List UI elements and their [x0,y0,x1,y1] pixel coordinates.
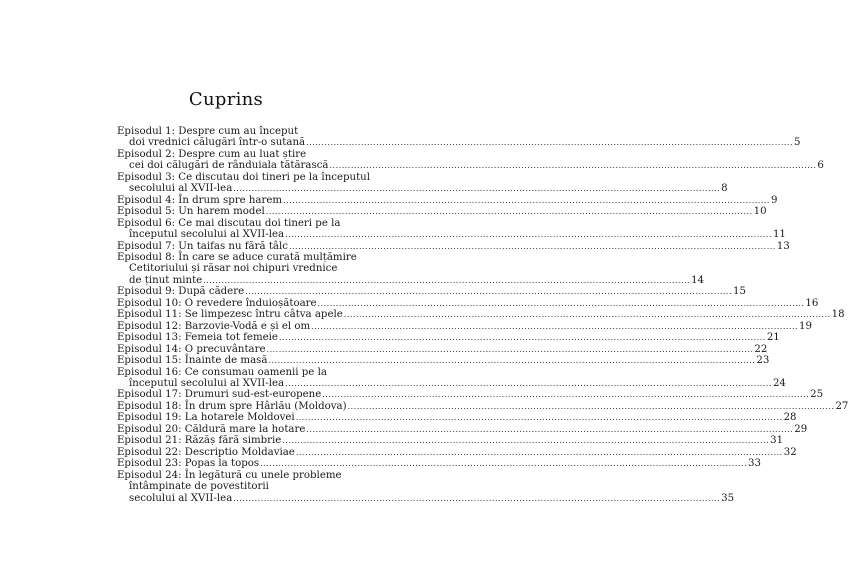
dot-leader: ................................................................................................................................................................ [317,298,805,308]
dot-leader: ................................................................................................................................................................ [329,161,817,171]
toc-entry [117,286,746,298]
toc-entry-title-line: Episodul 3: Ce discutau doi tineri pe la începutul [117,171,370,183]
table-of-contents [117,126,848,504]
dot-leader: ................................................................................................................................................................ [295,413,783,423]
toc-entry-title-line: începutul secolului al XVII-lea [129,229,285,241]
toc-entry [117,194,778,206]
toc-entry [117,435,784,447]
toc-page-number: 22 [754,343,768,355]
toc-entry-title-line: Episodul 24: În legătură cu unele probleme [117,469,342,481]
toc-entry-title-line: Episodul 8: În care se aduce curată mulțămire [117,251,357,263]
toc-page-number: 24 [772,377,786,389]
dot-leader: ................................................................................................................................................................ [203,275,691,285]
dot-leader: ................................................................................................................................................................ [282,436,770,446]
toc-entry-title-line: Episodul 17: Drumuri sud-est-europene [117,389,322,401]
toc-entry-title-line: Episodul 19: La hotarele Moldovei [117,412,295,424]
toc-entry [117,412,797,424]
dot-leader: ................................................................................................................................................................ [343,310,831,320]
toc-entry-title-line: Episodul 4: În drum spre harem [117,194,283,206]
dot-leader: ................................................................................................................................................................ [245,287,732,297]
toc-entry [117,217,786,241]
toc-entry-title-line: Episodul 12: Barzovie-Vodă e și el om [117,320,311,332]
toc-page-number: 16 [805,297,819,309]
dot-leader: ................................................................................................................................................................ [268,356,756,366]
dot-leader: ................................................................................................................................................................ [288,241,776,251]
toc-entry-title-line: Episodul 5: Un harem model [117,206,265,218]
dot-leader: ................................................................................................................................................................ [285,230,772,240]
toc-entry-title-line: Episodul 1: Despre cum au început [117,126,299,137]
dot-leader: ................................................................................................................................................................ [283,195,770,205]
toc-entry [117,343,768,355]
dot-leader: ................................................................................................................................................................ [322,390,810,400]
toc-page-number: 29 [794,423,808,435]
dot-leader: ................................................................................................................................................................ [311,321,799,331]
toc-entry [117,389,824,401]
toc-entry-title-line: Episodul 18: În drum spre Hârlău (Moldova) [117,400,347,412]
toc-page-number: 14 [691,274,705,286]
dot-leader: ................................................................................................................................................................ [265,207,753,217]
toc-entry [117,297,819,309]
toc-page-number: 32 [783,446,797,458]
toc-entry-title-line: Episodul 14: O precuvântare [117,343,266,355]
toc-page-number: 8 [721,183,728,195]
toc-entry-title-line: cei doi călugări de rânduiala tătărască [129,160,329,172]
toc-entry [117,332,780,344]
toc-entry [117,423,808,435]
toc-page-number: 9 [770,194,778,206]
toc-entry [117,355,770,367]
toc-page-number: 35 [721,492,735,504]
toc-entry-title-line: Episodul 23: Popas la topos [117,458,260,470]
toc-page-number: 27 [835,400,848,412]
toc-entry-title-line: Episodul 7: Un taifas nu fără tâlc [117,240,288,252]
toc-page-number: 18 [831,309,845,321]
dot-leader: ................................................................................................................................................................ [306,424,794,434]
toc-page-number: 5 [793,137,801,149]
dot-leader: ................................................................................................................................................................ [278,333,766,343]
toc-entry-title-line: Episodul 13: Femeia tot femeie [117,332,278,344]
dot-leader: ................................................................................................................................................................ [233,184,721,194]
dot-leader: ................................................................................................................................................................ [266,344,754,354]
toc-page-number: 23 [756,355,770,367]
toc-page-number: 21 [766,332,780,344]
toc-entry-title-line: Episodul 22: Descriptio Moldaviae [117,446,295,458]
dot-leader: ................................................................................................................................................................ [285,378,772,388]
toc-entry [117,366,786,390]
toc-entry [117,206,767,218]
dot-leader: ................................................................................................................................................................ [306,138,793,148]
toc-entry-title-line: Episodul 2: Despre cum au luat știre [117,148,307,160]
toc-entry [117,309,845,321]
toc-entry-title-line: doi vrednici călugări într-o sutană [129,137,306,149]
toc-page-number: 31 [770,435,784,447]
toc-entry-title-line: Cetitoriului și răsar noi chipuri vrednice [129,263,338,275]
toc-entry-title-line: de ținut minte [129,274,203,286]
toc-entry-title-line: Episodul 10: O revedere înduioșătoare [117,297,317,309]
toc-entry-title-line: Episodul 6: Ce mai discutau doi tineri pe la [117,217,341,229]
toc-entry-title-line: Episodul 21: Răzăș fără simbrie [117,435,282,447]
toc-entry-title-line: Episodul 20: Căldură mare la hotare [117,423,306,435]
toc-entry [117,446,797,458]
toc-entry [117,240,790,252]
toc-entry [117,458,761,470]
toc-page-number: 11 [772,229,786,241]
toc-entry [117,469,735,504]
toc-page-number: 33 [747,458,761,470]
toc-entry [117,126,801,149]
dot-leader: ................................................................................................................................................................ [233,493,721,503]
toc-entry [117,148,824,172]
toc-page-number: 6 [817,160,824,172]
dot-leader: ................................................................................................................................................................ [295,447,783,457]
page-title: Cuprins [188,89,264,110]
toc-page-number: 19 [799,320,813,332]
toc-entry-title-line: începutul secolului al XVII-lea [129,377,285,389]
toc-page-number: 25 [810,389,824,401]
dot-leader: ................................................................................................................................................................ [347,401,835,411]
toc-entry [117,251,705,286]
dot-leader: ................................................................................................................................................................ [260,459,747,469]
toc-entry-title-line: Episodul 11: Se limpezesc întru câtva apele [117,309,343,321]
toc-entry [117,320,813,332]
toc-entry [117,171,728,195]
toc-entry-title-line: secolului al XVII-lea [129,492,233,504]
toc-entry-title-line: Episodul 9: După cădere [117,286,245,298]
toc-page-number: 13 [776,240,790,252]
toc-page-number: 28 [783,412,797,424]
toc-entry-title-line: Episodul 16: Ce consumau oamenii pe la [117,366,327,378]
toc-page-number: 15 [732,286,746,298]
toc-page-number: 10 [753,206,767,218]
toc-entry-title-line: întâmpinate de povestitorii [129,481,269,493]
toc-entry-title-line: Episodul 15: Înainte de masă [117,355,268,367]
toc-entry-title-line: secolului al XVII-lea [129,183,233,195]
toc-entry [117,400,848,412]
